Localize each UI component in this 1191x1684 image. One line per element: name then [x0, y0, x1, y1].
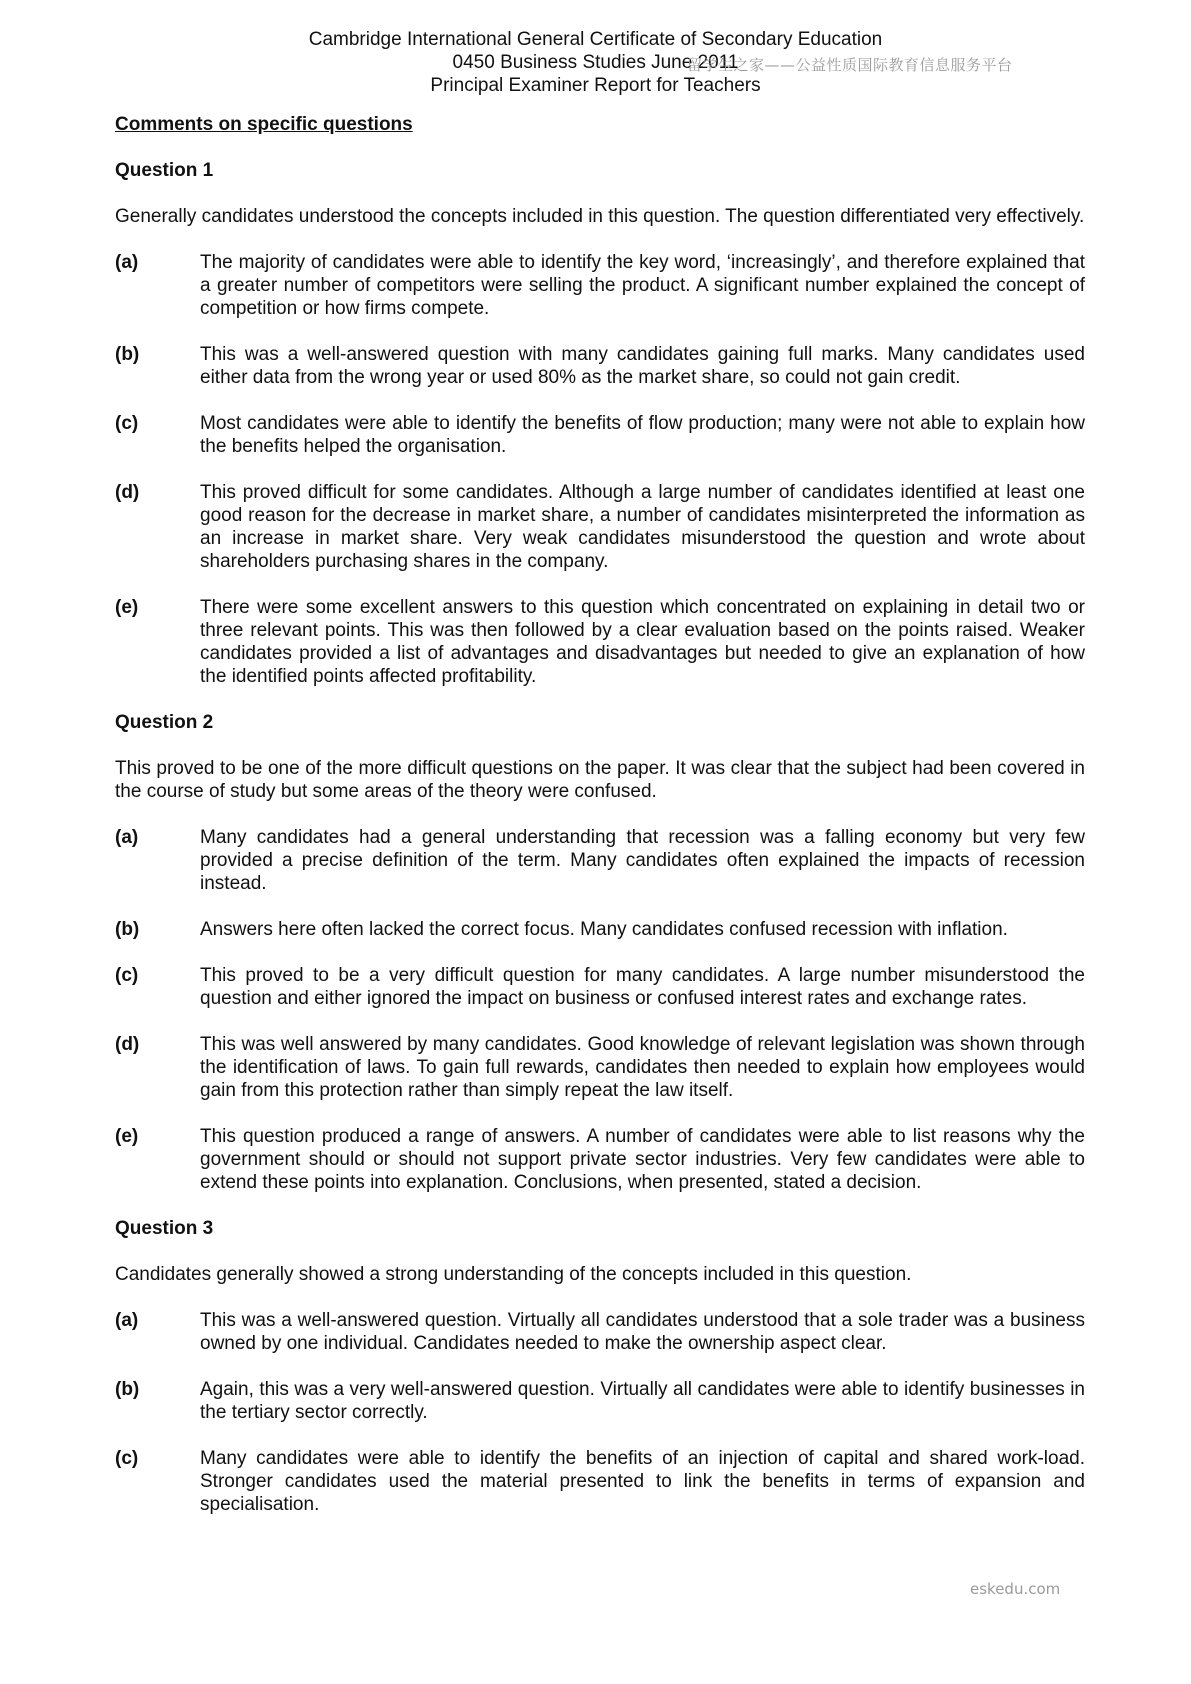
question-2-item-d: [115, 1033, 1085, 1102]
item-text: This was well answered by many candidates. Good knowledge of relevant legislation was shown through the identification of laws. To gain full rewards, candidates then needed to explain how employees would gain from this protection rather than simply repeat the law itself.: [200, 1034, 1085, 1101]
question-2-heading: Question 2: [115, 712, 214, 733]
item-label: (b): [115, 344, 140, 365]
item-label: (c): [115, 1448, 139, 1469]
item-text: This was a well-answered question. Virtually all candidates understood that a sole trader was a business owned by one individual. Candidates needed to make the ownership aspect clear.: [200, 1310, 1085, 1354]
item-label: (c): [115, 965, 139, 986]
item-label: (e): [115, 1126, 139, 1147]
question-1-item-b: [115, 343, 1085, 389]
question-3-heading: Question 3: [115, 1218, 214, 1239]
item-text: Most candidates were able to identify the benefits of flow production; many were not able to explain how the benefits helped the organisation.: [200, 413, 1085, 457]
item-label: (b): [115, 1379, 140, 1400]
question-2-item-a: [115, 826, 1085, 895]
question-1-item-d: [115, 481, 1085, 573]
item-text: The majority of candidates were able to identify the key word, ‘increasingly’, and therefore explained that a greater number of competitors were selling the product. A significant number explained the concept of competition or how firms compete.: [200, 252, 1085, 319]
item-label: (d): [115, 1034, 140, 1055]
question-1-item-a: [115, 251, 1085, 320]
item-text: This question produced a range of answers. A number of candidates were able to list reasons why the government should or should not support private sector industries. Very few candidates were able to extend these points into explanation. Conclusions, when presented, stated a decision.: [200, 1126, 1085, 1193]
item-label: (a): [115, 252, 139, 273]
item-label: (b): [115, 919, 140, 940]
item-text: Many candidates had a general understanding that recession was a falling economy but very few provided a precise definition of the term. Many candidates often explained the impacts of recession instead.: [200, 827, 1085, 894]
header-line-report: Principal Examiner Report for Teachers: [430, 75, 761, 96]
question-3-item-b: [115, 1378, 1085, 1424]
question-1-heading: Question 1: [115, 160, 214, 181]
report-body: [115, 113, 1085, 1539]
item-text: Many candidates were able to identify the benefits of an injection of capital and shared work-load. Stronger candidates used the material presented to link the benefits in terms of expansion and specialisation.: [200, 1448, 1085, 1515]
item-text: This proved to be a very difficult question for many candidates. A large number misunderstood the question and either ignored the impact on business or confused interest rates and exchange rates.: [200, 965, 1085, 1009]
question-1-item-c: [115, 412, 1085, 458]
item-text: This was a well-answered question with many candidates gaining full marks. Many candidates used either data from the wrong year or used 80% as the market share, so could not gain credit.: [200, 344, 1085, 388]
item-label: (a): [115, 827, 139, 848]
item-text: This proved difficult for some candidates. Although a large number of candidates identified at least one good reason for the decrease in market share, a number of candidates misinterpreted the information as an increase in market share. Very weak candidates misunderstood the question and wrote about shareholders purchasing shares in the company.: [200, 482, 1085, 572]
question-1-intro: Generally candidates understood the concepts included in this question. The question differentiated very effectively.: [115, 206, 1085, 227]
question-3-intro: Candidates generally showed a strong understanding of the concepts included in this question.: [115, 1264, 912, 1285]
item-label: (c): [115, 413, 139, 434]
footer-watermark: eskedu.com: [970, 1580, 1061, 1598]
question-3-item-a: [115, 1309, 1085, 1355]
question-2-item-c: [115, 964, 1085, 1010]
header-line-exam: Cambridge International General Certificate of Secondary Education: [308, 29, 883, 50]
item-text: Answers here often lacked the correct focus. Many candidates confused recession with inflation.: [200, 919, 1008, 940]
question-2-item-b: [115, 918, 1085, 941]
item-text: There were some excellent answers to this question which concentrated on explaining in detail two or three relevant points. This was then followed by a clear evaluation based on the points raised. Weaker candidates provided a list of advantages and disadvantages but needed to give an explanation of how the identified points affected profitability.: [200, 597, 1085, 687]
watermark-text: 留学生之家——公益性质国际教育信息服务平台: [687, 56, 1013, 74]
question-2-intro: This proved to be one of the more difficult questions on the paper. It was clear that the subject had been covered in the course of study but some areas of the theory were confused.: [115, 758, 1085, 802]
item-label: (e): [115, 597, 139, 618]
question-1-item-e: [115, 596, 1085, 688]
header-line-subject: 0450 Business Studies June 2011: [452, 52, 739, 73]
question-3-item-c: [115, 1447, 1085, 1516]
section-title: Comments on specific questions: [115, 114, 413, 135]
item-label: (a): [115, 1310, 139, 1331]
item-label: (d): [115, 482, 140, 503]
item-text: Again, this was a very well-answered question. Virtually all candidates were able to identify businesses in the tertiary sector correctly.: [200, 1379, 1085, 1423]
question-2-item-e: [115, 1125, 1085, 1194]
